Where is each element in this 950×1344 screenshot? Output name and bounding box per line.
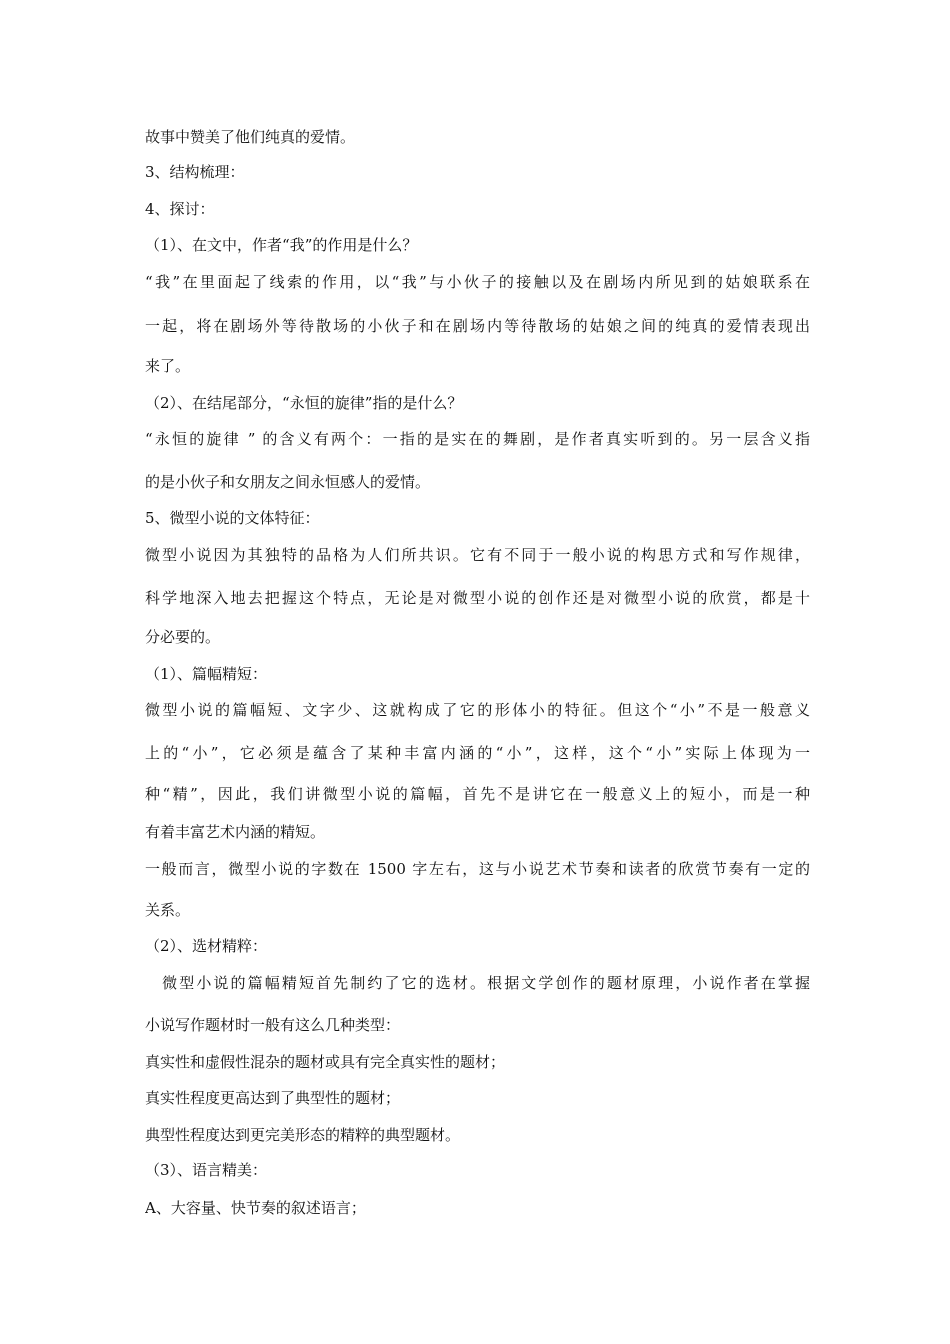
subsection-heading: （3）、语言精美：	[145, 1161, 268, 1179]
question-heading: （1）、在文中，作者“我”的作用是什么？	[145, 236, 418, 254]
text-line: 故事中赞美了他们纯真的爱情。	[145, 128, 356, 146]
text-line: 科学地深入地去把握这个特点，无论是对微型小说的创作还是对微型小说的欣赏，都是十	[145, 589, 810, 607]
section-heading: 4、探讨：	[145, 200, 215, 218]
text-line: 微型小说的篇幅精短首先制约了它的选材。根据文学创作的题材原理，小说作者在掌握	[145, 974, 810, 992]
text-line: 分必要的。	[145, 628, 221, 646]
text-line: 上的“小”，它必须是蕴含了某种丰富内涵的“小”，这样，这个“小”实际上体现为一	[145, 744, 810, 762]
subsection-heading: （1）、篇幅精短：	[145, 665, 268, 683]
text-line: 一起，将在剧场外等待散场的小伙子和在剧场内等待散场的姑娘之间的纯真的爱情表现出	[145, 317, 810, 335]
text-line: 的是小伙子和女朋友之间永恒感人的爱情。	[145, 473, 431, 491]
section-heading: 3、结构梳理：	[145, 163, 245, 181]
list-item: 真实性和虚假性混杂的题材或具有完全真实性的题材；	[145, 1053, 506, 1071]
text-line: 微型小说的篇幅短、文字少、这就构成了它的形体小的特征。但这个“小”不是一般意义	[145, 701, 810, 719]
section-heading: 5、微型小说的文体特征：	[145, 509, 320, 527]
text-line: 关系。	[145, 901, 191, 919]
list-item: 典型性程度达到更完美形态的精粹的典型题材。	[145, 1126, 461, 1144]
text-line: 来了。	[145, 357, 191, 375]
question-heading: （2）、在结尾部分，“永恒的旋律”指的是什么？	[145, 394, 463, 412]
text-line: 微型小说因为其独特的品格为人们所共识。它有不同于一般小说的构思方式和写作规律，	[145, 546, 810, 564]
text-line: 小说写作题材时一般有这么几种类型：	[145, 1016, 401, 1034]
subsection-heading: （2）、选材精粹：	[145, 937, 268, 955]
text-line: 种“精”，因此，我们讲微型小说的篇幅，首先不是讲它在一般意义上的短小，而是一种	[145, 785, 810, 803]
list-item: 真实性程度更高达到了典型性的题材；	[145, 1089, 401, 1107]
list-item: A、大容量、快节奏的叙述语言；	[145, 1199, 366, 1217]
text-line: 一般而言，微型小说的字数在 1500 字左右，这与小说艺术节奏和读者的欣赏节奏有一定的	[145, 860, 810, 878]
text-line: “我”在里面起了线索的作用，以“我”与小伙子的接触以及在剧场内所见到的姑娘联系在	[145, 273, 810, 291]
text-line: 有着丰富艺术内涵的精短。	[145, 823, 326, 841]
text-line: “永恒的旋律 ” 的含义有两个：一指的是实在的舞剧，是作者真实听到的。另一层含义指	[145, 430, 810, 448]
